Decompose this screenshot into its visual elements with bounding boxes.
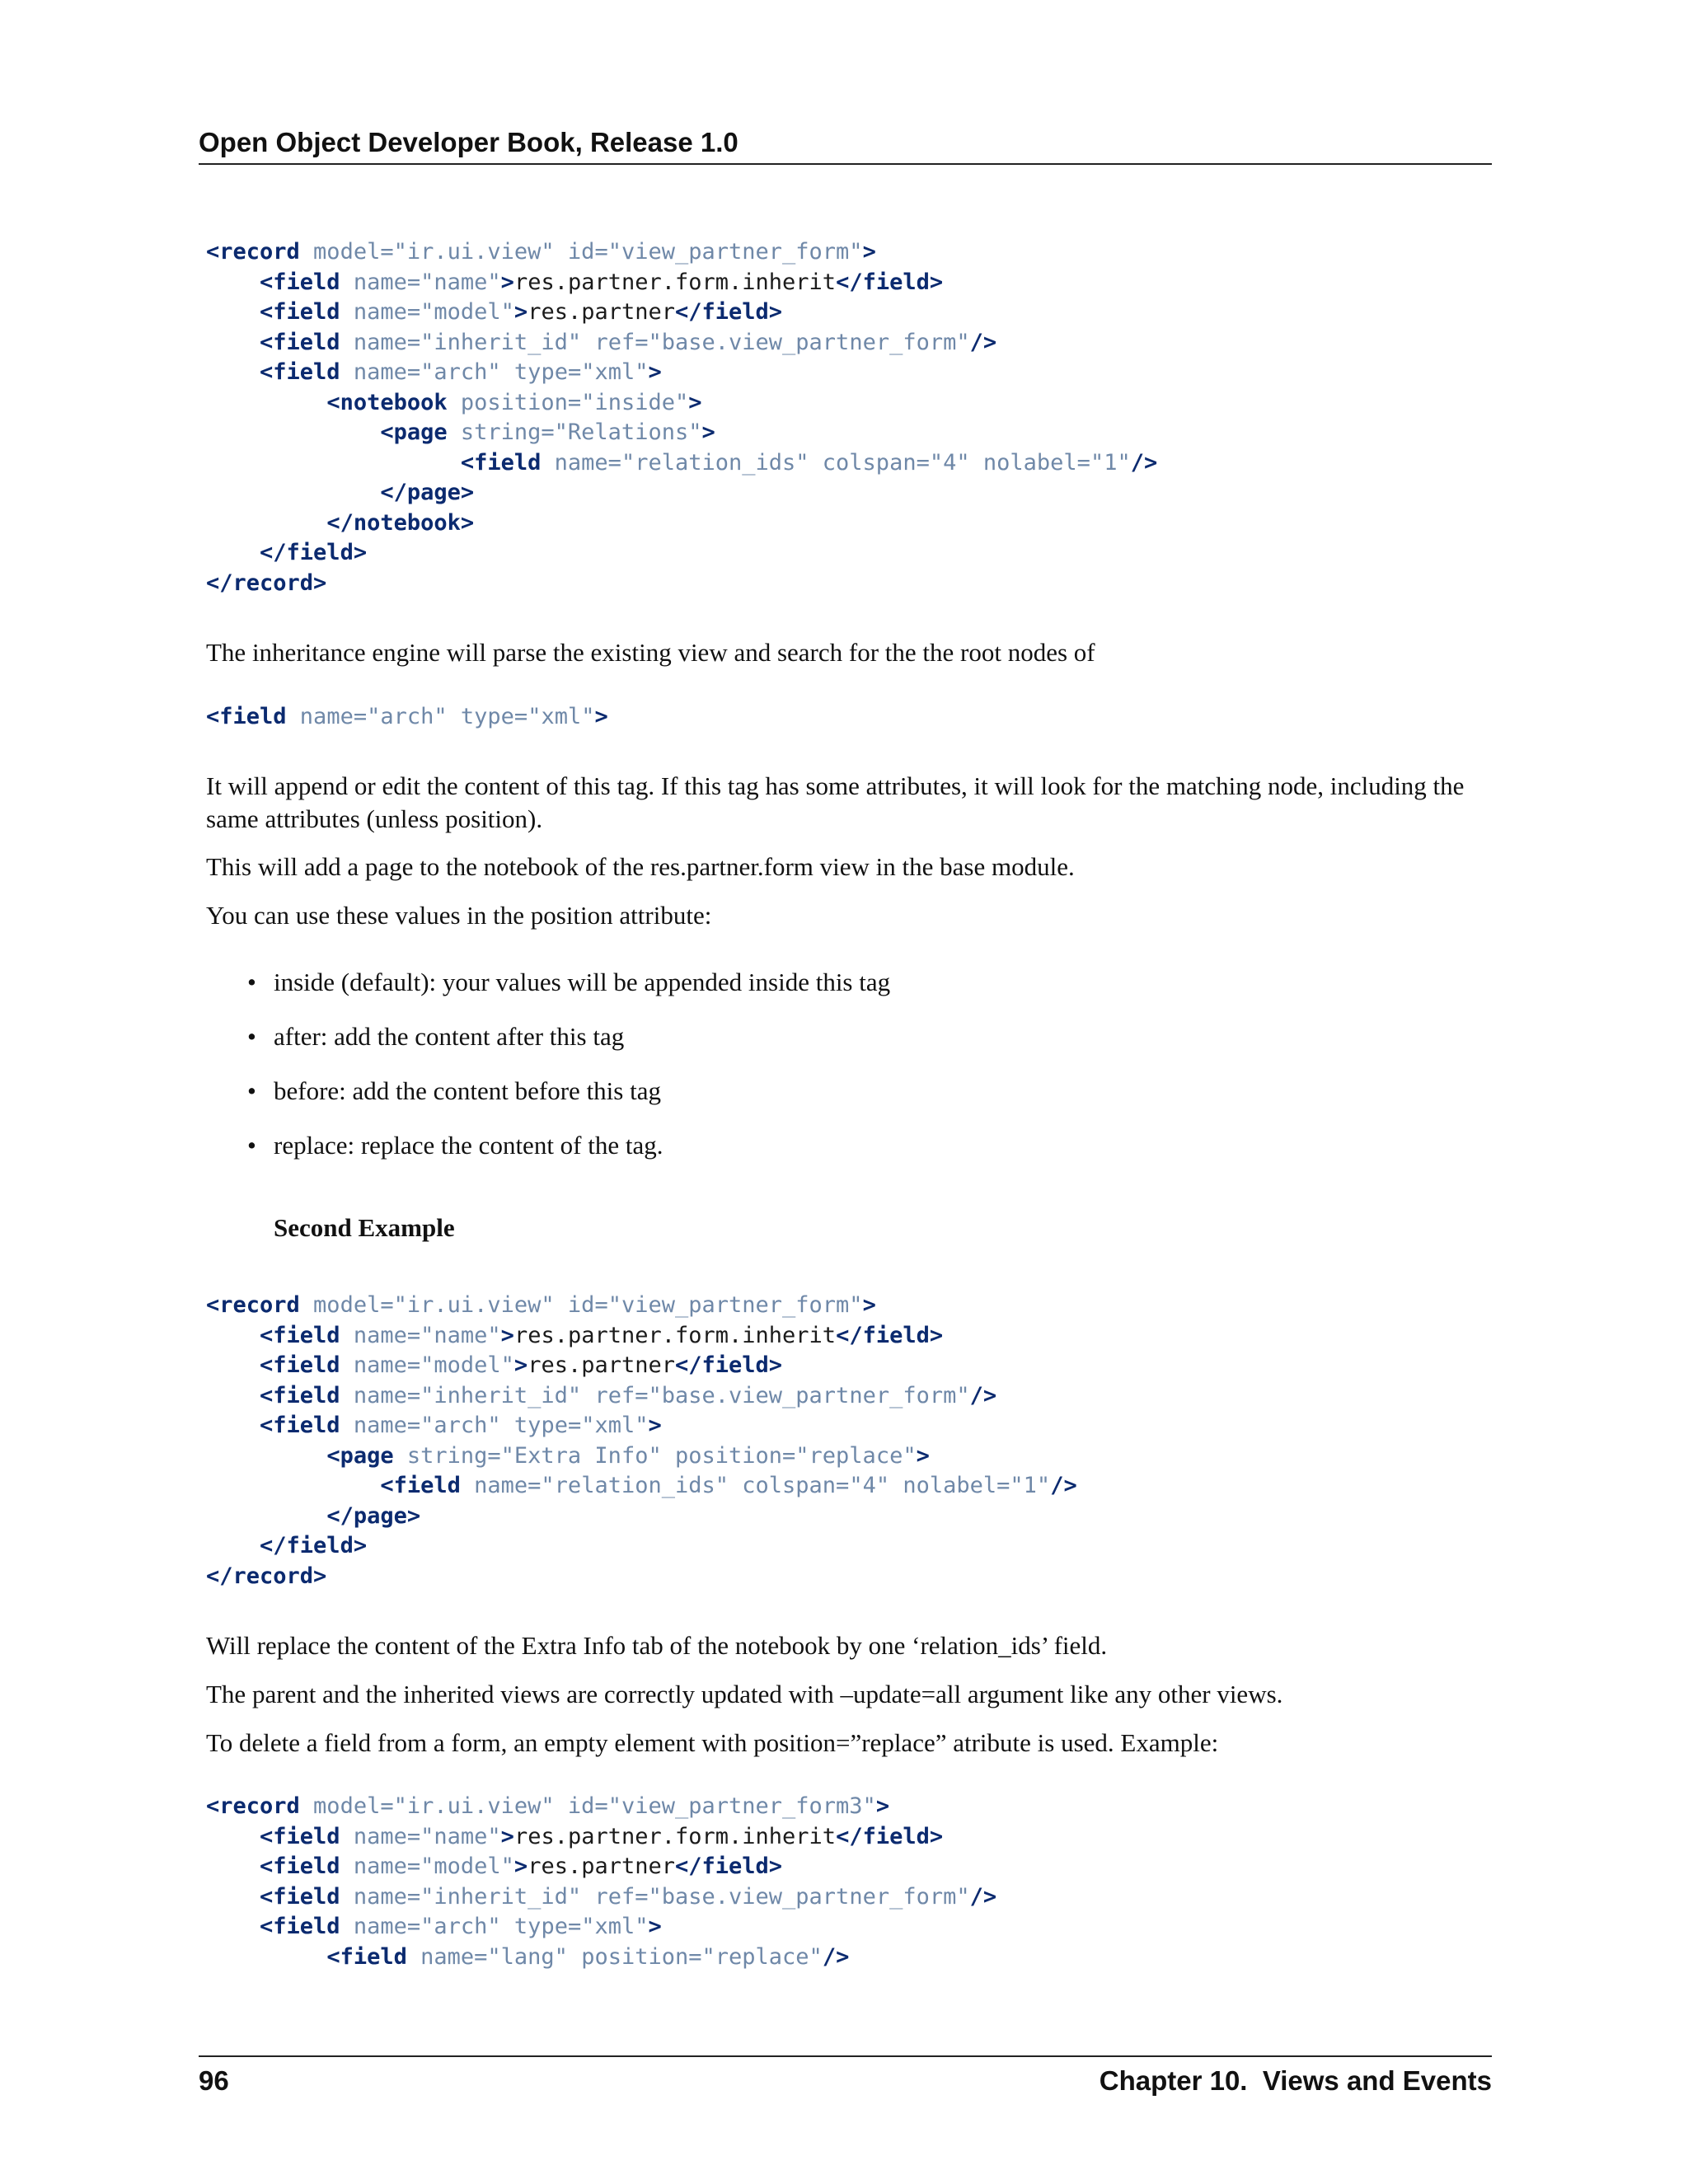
chapter-title: Chapter 10. Views and Events	[1099, 2065, 1492, 2096]
code-token	[206, 1352, 260, 1378]
code-token: />	[822, 1943, 850, 1970]
code-token	[206, 359, 260, 385]
code-line	[206, 1503, 420, 1529]
code-token: </page>	[380, 480, 475, 505]
list-item	[247, 966, 890, 1020]
code-token	[206, 1533, 260, 1558]
code-token: "inherit_id"	[420, 1382, 582, 1408]
code-token: "1"	[1090, 449, 1131, 476]
code-token: <field	[260, 299, 340, 325]
code-token: name=	[406, 1943, 488, 1970]
code-line	[206, 1443, 930, 1469]
subheading-second-example: Second Example	[274, 1213, 455, 1242]
code-token	[206, 1383, 260, 1408]
code-line	[206, 1563, 326, 1589]
code-token: "replace"	[701, 1943, 823, 1970]
code-token	[206, 269, 260, 295]
code-token	[206, 419, 380, 445]
code-line	[206, 330, 996, 355]
code-token: name=	[340, 1382, 421, 1408]
code-token: type=	[500, 1914, 582, 1939]
code-token: >	[701, 419, 715, 445]
code-token	[206, 1443, 326, 1469]
code-line	[206, 1352, 782, 1378]
code-token: <page	[326, 1442, 394, 1469]
code-token: res.partner.form.inherit	[513, 269, 837, 295]
code-token: </field>	[260, 540, 368, 565]
code-token: "Relations"	[554, 419, 702, 445]
bullet-icon: •	[247, 1022, 256, 1051]
code-token: "name"	[420, 269, 501, 295]
code-line	[206, 239, 876, 265]
code-token: >	[648, 1914, 662, 1939]
code-token	[206, 390, 326, 415]
code-token: <field	[260, 1883, 340, 1910]
paragraph-delete-field: To delete a field from a form, an empty element with position=”replace” atribute is used. Example:	[206, 1728, 1219, 1757]
code-token: name=	[340, 269, 421, 295]
code-token: <record	[206, 1793, 300, 1819]
code-token: id=	[554, 1793, 608, 1819]
code-token: nolabel=	[969, 449, 1090, 476]
code-line	[206, 704, 608, 729]
paragraph-update-all: The parent and the inherited views are correctly updated with –update=all argument like any other views.	[206, 1680, 1283, 1708]
code-token: ref=	[581, 1382, 649, 1408]
code-token	[206, 1914, 260, 1939]
code-token: </field>	[675, 1352, 783, 1378]
code-line	[206, 299, 782, 325]
code-token: />	[1050, 1473, 1077, 1498]
code-line	[206, 1854, 782, 1879]
code-token: "view_partner_form3"	[607, 1793, 876, 1819]
code-token: "base.view_partner_form"	[648, 1382, 970, 1408]
page-header	[199, 125, 1492, 165]
code-token: "ir.ui.view"	[393, 239, 555, 265]
code-token	[206, 1854, 260, 1879]
paragraph-replace-extra-info: Will replace the content of the Extra Info tab of the notebook by one ‘relation_ids’ field.	[206, 1631, 1108, 1660]
code-token: />	[969, 1382, 997, 1408]
code-token: />	[969, 329, 997, 355]
code-token: "name"	[420, 1322, 501, 1348]
code-token: </page>	[326, 1502, 421, 1529]
code-token: "base.view_partner_form"	[648, 1883, 970, 1910]
code-token: <field	[260, 1413, 340, 1438]
code-line	[206, 1793, 889, 1819]
code-token: string=	[447, 419, 555, 445]
code-token	[206, 330, 260, 355]
bullet-icon: •	[247, 1131, 256, 1160]
list-item	[247, 1020, 890, 1075]
code-token: >	[648, 359, 662, 385]
code-token: <field	[260, 1854, 340, 1879]
code-token: <field	[380, 1473, 461, 1498]
code-token: >	[500, 269, 514, 295]
code-token: >	[513, 299, 528, 325]
code-token: </field>	[675, 299, 783, 325]
code-line	[206, 269, 943, 295]
code-token: name=	[460, 1473, 542, 1498]
code-token: "relation_ids"	[621, 449, 809, 476]
code-token: string=	[393, 1442, 501, 1469]
code-token: "xml"	[581, 1914, 649, 1939]
code-token: name=	[340, 329, 421, 355]
code-token: />	[969, 1883, 997, 1910]
code-token: >	[648, 1413, 662, 1438]
code-token: >	[513, 1854, 528, 1879]
code-token	[206, 299, 260, 325]
code-token: >	[916, 1442, 930, 1469]
code-token: "inside"	[581, 389, 689, 415]
code-token: "replace"	[795, 1442, 917, 1469]
code-token: "model"	[420, 1854, 514, 1879]
bullet-icon: •	[247, 1076, 256, 1105]
code-token: name=	[340, 1883, 421, 1910]
page-number: 96	[199, 2065, 229, 2096]
code-line	[206, 390, 702, 415]
code-line	[206, 1944, 849, 1970]
code-token: "view_partner_form"	[607, 1292, 863, 1318]
code-token: name=	[340, 1914, 421, 1939]
code-line	[206, 1824, 943, 1849]
code-token	[206, 1884, 260, 1910]
code-token: name=	[340, 1823, 421, 1849]
paragraph-position-values: You can use these values in the position attribute:	[206, 901, 712, 930]
code-token: </field>	[836, 1322, 944, 1348]
code-token	[206, 1824, 260, 1849]
code-token: <field	[260, 329, 340, 355]
code-token: <field	[206, 704, 287, 729]
code-token: id=	[554, 1292, 608, 1318]
position-values-list	[247, 966, 890, 1183]
list-item-text: before: add the content before this tag	[274, 1076, 661, 1105]
page-footer	[199, 2055, 1492, 2098]
code-token: >	[500, 1322, 514, 1348]
code-token: "xml"	[581, 1413, 649, 1438]
code-token: name=	[340, 299, 421, 325]
code-line	[206, 570, 326, 596]
code-line	[206, 1914, 662, 1939]
code-token: res.partner	[528, 1352, 675, 1378]
code-token: colspan=	[809, 449, 930, 476]
code-token: position=	[567, 1943, 702, 1970]
code-token: name=	[340, 359, 421, 385]
code-token: <field	[260, 359, 340, 385]
code-token: <field	[260, 1322, 340, 1348]
code-line	[206, 1413, 662, 1438]
code-token	[206, 1944, 326, 1970]
code-token: <field	[260, 269, 340, 295]
code-token: <field	[460, 449, 542, 476]
code-token: <field	[260, 1352, 340, 1378]
code-token: model=	[299, 1793, 394, 1819]
code-token: />	[1130, 449, 1158, 476]
code-token: type=	[500, 1413, 582, 1438]
code-token: "arch"	[367, 704, 448, 729]
code-token: "view_partner_form"	[607, 239, 863, 265]
code-token: position=	[447, 389, 582, 415]
code-token: "arch"	[420, 1914, 501, 1939]
list-item	[247, 1129, 890, 1183]
code-token: name=	[340, 1413, 421, 1438]
code-token: "inherit_id"	[420, 329, 582, 355]
code-token: >	[875, 1793, 890, 1819]
code-token: "arch"	[420, 1413, 501, 1438]
code-token: "base.view_partner_form"	[648, 329, 970, 355]
code-token: >	[513, 1352, 528, 1378]
code-line	[206, 450, 1157, 476]
code-block-view-partner-form	[206, 237, 1157, 598]
code-token: <field	[260, 1914, 340, 1939]
code-line	[206, 1323, 943, 1348]
code-token: <record	[206, 1292, 300, 1318]
code-token: </notebook>	[326, 509, 475, 536]
code-token	[206, 1323, 260, 1348]
code-token: "arch"	[420, 359, 501, 385]
code-token: name=	[340, 1854, 421, 1879]
header-title: Open Object Developer Book, Release 1.0	[199, 127, 738, 157]
code-token: res.partner.form.inherit	[513, 1823, 837, 1849]
code-token: "ir.ui.view"	[393, 1292, 555, 1318]
bullet-icon: •	[247, 968, 256, 996]
code-line	[206, 1884, 996, 1910]
code-line	[206, 1383, 996, 1408]
code-token	[206, 450, 461, 476]
code-token: position=	[661, 1442, 796, 1469]
code-token: </field>	[836, 269, 944, 295]
code-line	[206, 1533, 367, 1558]
code-token: ref=	[581, 1883, 649, 1910]
code-token: >	[594, 704, 608, 729]
code-token: "model"	[420, 1352, 514, 1378]
code-token	[206, 480, 380, 505]
code-token: >	[862, 1292, 876, 1318]
list-item-text: after: add the content after this tag	[274, 1022, 625, 1051]
code-line	[206, 480, 474, 505]
list-item	[247, 1075, 890, 1129]
code-token	[206, 1473, 380, 1498]
paragraph-append-edit: It will append or edit the content of this tag. If this tag has some attributes, it will look for the matching node, including the same attributes (unless position).	[206, 771, 1465, 833]
code-token: res.partner.form.inherit	[513, 1322, 837, 1348]
code-token: name=	[340, 1322, 421, 1348]
code-token: "name"	[420, 1823, 501, 1849]
code-line	[206, 1292, 876, 1318]
code-line	[206, 419, 715, 445]
code-token: <field	[326, 1943, 407, 1970]
code-token	[206, 510, 326, 536]
code-token: model=	[299, 1292, 394, 1318]
list-item-text: replace: replace the content of the tag.	[274, 1131, 663, 1160]
code-token: name=	[541, 449, 621, 476]
code-block-second-example	[206, 1291, 1077, 1591]
code-token: type=	[500, 359, 582, 385]
code-token: >	[688, 389, 702, 415]
code-line	[206, 540, 367, 565]
code-token: "4"	[929, 449, 970, 476]
code-token: </record>	[206, 569, 327, 596]
code-token: "4"	[849, 1473, 890, 1498]
code-token: "relation_ids"	[541, 1473, 729, 1498]
code-token: name=	[286, 704, 368, 729]
code-token: <notebook	[326, 389, 448, 415]
code-token: model=	[299, 239, 394, 265]
code-token: res.partner	[528, 1854, 675, 1879]
code-token: >	[862, 239, 876, 265]
code-line	[206, 510, 474, 536]
code-token	[206, 1413, 260, 1438]
code-token: >	[500, 1823, 514, 1849]
code-token: res.partner	[528, 299, 675, 325]
code-token: "xml"	[581, 359, 649, 385]
code-token: type=	[447, 704, 528, 729]
code-token: name=	[340, 1352, 421, 1378]
code-token: </field>	[675, 1854, 783, 1879]
code-line	[206, 1473, 1077, 1498]
code-token: </field>	[836, 1823, 944, 1849]
paragraph-inheritance-engine: The inheritance engine will parse the existing view and search for the the root nodes of	[206, 638, 1095, 667]
code-token: <page	[380, 419, 448, 445]
code-token: "inherit_id"	[420, 1883, 582, 1910]
paragraph-add-page: This will add a page to the notebook of the res.partner.form view in the base module.	[206, 852, 1075, 881]
code-token	[206, 540, 260, 565]
code-token: "ir.ui.view"	[393, 1793, 555, 1819]
code-token: </field>	[260, 1533, 368, 1558]
code-token: "xml"	[528, 704, 595, 729]
code-token: <record	[206, 239, 300, 265]
code-token: id=	[554, 239, 608, 265]
code-token: "1"	[1010, 1473, 1051, 1498]
code-token: </record>	[206, 1563, 327, 1589]
code-block-field-arch	[206, 702, 608, 733]
list-item-text: inside (default): your values will be appended inside this tag	[274, 968, 891, 996]
code-token	[206, 1503, 326, 1529]
code-token: nolabel=	[889, 1473, 1010, 1498]
code-block-view-partner-form3	[206, 1792, 996, 1972]
code-token: ref=	[581, 329, 649, 355]
code-token: "Extra Info"	[500, 1442, 662, 1469]
code-token: colspan=	[729, 1473, 850, 1498]
code-token: "model"	[420, 299, 514, 325]
code-token: <field	[260, 1823, 340, 1849]
code-token: "lang"	[487, 1943, 568, 1970]
code-line	[206, 359, 662, 385]
code-token: <field	[260, 1382, 340, 1408]
